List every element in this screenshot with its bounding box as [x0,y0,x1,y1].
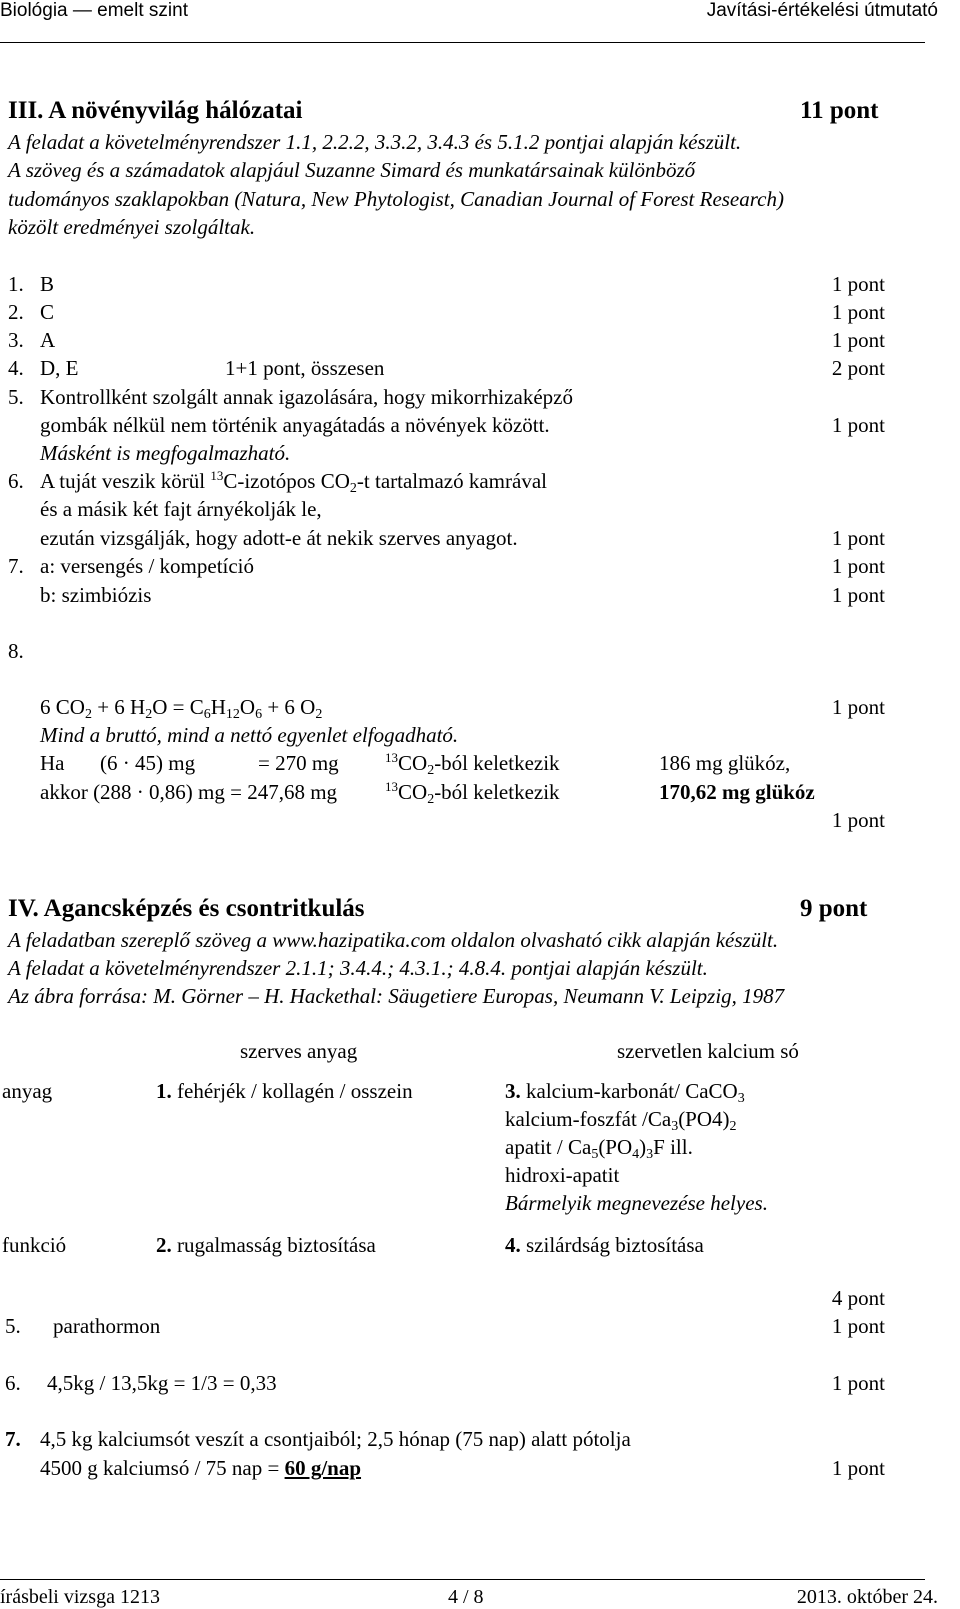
answer-number: 3. [8,328,24,352]
superscript: 13 [385,779,398,794]
answer-note: Mind a bruttó, mind a nettó egyenlet elfogadható. [40,723,459,747]
table-cell [156,1232,376,1259]
footer-exam-code: írásbeli vizsga 1213 [0,1586,160,1608]
text-run: szilárdság biztosítása [520,1233,704,1257]
table-row-label: funkció [2,1233,67,1257]
text-run: -ból keletkezik [434,780,560,804]
answer-text: Kontrollként szolgált annak igazolására, hogy mikorrhizaképző [40,385,573,409]
subscript: 3 [646,1147,654,1162]
calc-text [385,750,560,777]
text-run: F ill. [653,1135,693,1159]
answer-text: gombák nélkül nem történik anyagátadás a növények között. [40,413,550,437]
calc-text [385,779,560,806]
subscript: 12 [225,707,240,722]
text-run: A tuját veszik körül [40,469,211,493]
calc-text: Ha [40,751,65,775]
subscript: 3 [671,1119,679,1134]
answer-number: 7. [8,554,24,578]
answer-text [40,1455,361,1482]
answer-text: D, E [40,356,79,380]
footer-date: 2013. október 24. [796,1586,938,1608]
section4-points: 9 pont [800,895,868,922]
text-run: fehérjék / kollagén / osszein [171,1079,413,1103]
text-run: O = C [152,695,204,719]
text-run: apatit / Ca [505,1135,592,1159]
text-run: (PO [598,1135,633,1159]
text-run: CO [398,751,428,775]
header-guide-title: Javítási-értékelési útmutató [706,0,938,21]
footer-rule [0,1579,925,1580]
answer-points: 1 pont [831,300,885,324]
answer-points: 1 pont [831,1314,885,1338]
answer-points: 4 pont [831,1286,885,1310]
text-run: H [210,695,226,719]
header-subject: Biológia — emelt szint [0,0,188,21]
section3-intro-line: tudományos szaklapokban (Natura, New Phytologist, Canadian Journal of Forest Research) [8,187,784,211]
table-cell: hidroxi-apatit [505,1163,620,1187]
answer-text: b: szimbiózis [40,583,152,607]
subscript: 2 [315,707,323,722]
answer-number: 5. [8,385,24,409]
table-header-organic: szerves anyag [240,1039,358,1063]
answer-points: 2 pont [831,356,885,380]
text-run: rugalmasság biztosítása [171,1233,376,1257]
text-run: -t tartalmazó kamrával [356,469,547,493]
answer-points: 1 pont [831,526,885,550]
section3-intro-line: A szöveg és a számadatok alapjául Suzanne Simard és munkatársainak különböző [8,158,696,182]
answer-text: ezután vizsgálják, hogy adott-e át nekik szerves anyagot. [40,526,518,550]
answer-points: 1 pont [831,808,885,832]
answer-text: 4,5 kg kalciumsót veszít a csontjaiból; 2,5 hónap (75 nap) alatt pótolja [40,1427,631,1451]
superscript: 13 [210,468,224,483]
answer-text: parathormon [53,1314,161,1338]
text-run: CO [398,780,428,804]
answer-note: Másként is megfogalmazható. [40,441,291,465]
table-row-label: anyag [2,1079,53,1103]
item-number: 1. [156,1079,172,1103]
table-cell [505,1134,693,1161]
answer-points: 1 pont [831,272,885,296]
answer-text: A [40,328,56,352]
subscript: 6 [203,707,211,722]
subscript: 5 [591,1147,599,1162]
section3-intro-line: A feladat a követelményrendszer 1.1, 2.2.2, 3.3.2, 3.4.3 és 5.1.2 pontjai alapján készült. [8,130,742,154]
answer-points: 1 pont [831,583,885,607]
subscript: 2 [84,707,92,722]
answer-points: 1 pont [831,328,885,352]
answer-number: 5. [5,1314,21,1338]
calc-text: (6 · 45) mg [100,751,196,775]
section4-intro-line: Az ábra forrása: M. Görner – H. Hackethal: Säugetiere Europas, Neumann V. Leipzig, 1987 [8,984,785,1008]
text-run: + 6 H [91,695,146,719]
table-header-inorganic: szervetlen kalcium só [617,1039,799,1063]
text-run: -ból keletkezik [434,751,560,775]
subscript: 2 [427,792,435,807]
subscript: 2 [349,481,357,496]
item-number: 4. [505,1233,521,1257]
table-cell [505,1232,704,1259]
chemical-equation [40,694,322,721]
answer-points: 1 pont [831,1371,885,1395]
footer-page-number: 4 / 8 [448,1586,484,1608]
answer-number: 6. [8,469,24,493]
final-result: 60 g/nap [284,1456,362,1480]
superscript: 13 [385,750,398,765]
answer-number: 6. [5,1371,21,1395]
calc-text: = 270 mg [258,751,339,775]
answer-subpoints: 1+1 pont, összesen [225,356,385,380]
section3-title: III. A növényvilág hálózatai [8,97,303,124]
section3-points: 11 pont [800,97,879,124]
answer-text: 4,5kg / 13,5kg = 1/3 = 0,33 [47,1371,277,1395]
calc-final-result: 170,62 mg glükóz [659,780,815,804]
answer-points: 1 pont [831,1456,885,1480]
answer-text: C [40,300,55,324]
page-header [0,0,960,42]
text-run: 4500 g kalciumsó / 75 nap = [40,1456,285,1480]
answer-number: 7. [5,1427,21,1451]
calc-text: akkor (288 · 0,86) mg = 247,68 mg [40,780,338,804]
header-rule [0,42,925,43]
answer-points: 1 pont [831,554,885,578]
text-run: O [239,695,256,719]
subscript: 2 [145,707,153,722]
answer-text: és a másik két fajt árnyékolják le, [40,497,322,521]
table-cell [505,1078,745,1105]
text-run: ) [639,1135,647,1159]
table-cell [505,1106,737,1133]
section3-intro-line: közölt eredményei szolgáltak. [8,215,256,239]
subscript: 6 [255,707,263,722]
answer-points: 1 pont [831,695,885,719]
item-number: 3. [505,1079,521,1103]
text-run: C-izotópos CO [223,469,350,493]
item-number: 2. [156,1233,172,1257]
text-run: (PO4) [678,1107,730,1131]
subscript: 2 [427,763,435,778]
answer-text [40,468,547,495]
answer-number: 8. [8,639,24,663]
subscript: 2 [729,1119,737,1134]
text-run: kalcium-karbonát/ CaCO [520,1079,738,1103]
answer-number: 2. [8,300,24,324]
table-cell [156,1078,413,1105]
answer-number: 4. [8,356,24,380]
calc-result: 186 mg glükóz, [659,751,791,775]
text-run: 6 CO [40,695,85,719]
table-note: Bármelyik megnevezése helyes. [505,1191,768,1215]
answer-text: B [40,272,55,296]
text-run: + 6 O [262,695,316,719]
text-run: kalcium-foszfát /Ca [505,1107,672,1131]
answer-points: 1 pont [831,413,885,437]
answer-number: 1. [8,272,24,296]
subscript: 4 [632,1147,640,1162]
answer-text: a: versengés / kompetíció [40,554,255,578]
section4-title: IV. Agancsképzés és csontritkulás [8,895,365,922]
section4-intro-line: A feladat a követelményrendszer 2.1.1; 3.4.4.; 4.3.1.; 4.8.4. pontjai alapján készült. [8,956,708,980]
subscript: 3 [737,1091,745,1106]
section4-intro-line: A feladatban szereplő szöveg a www.hazipatika.com oldalon olvasható cikk alapján készült. [8,928,779,952]
